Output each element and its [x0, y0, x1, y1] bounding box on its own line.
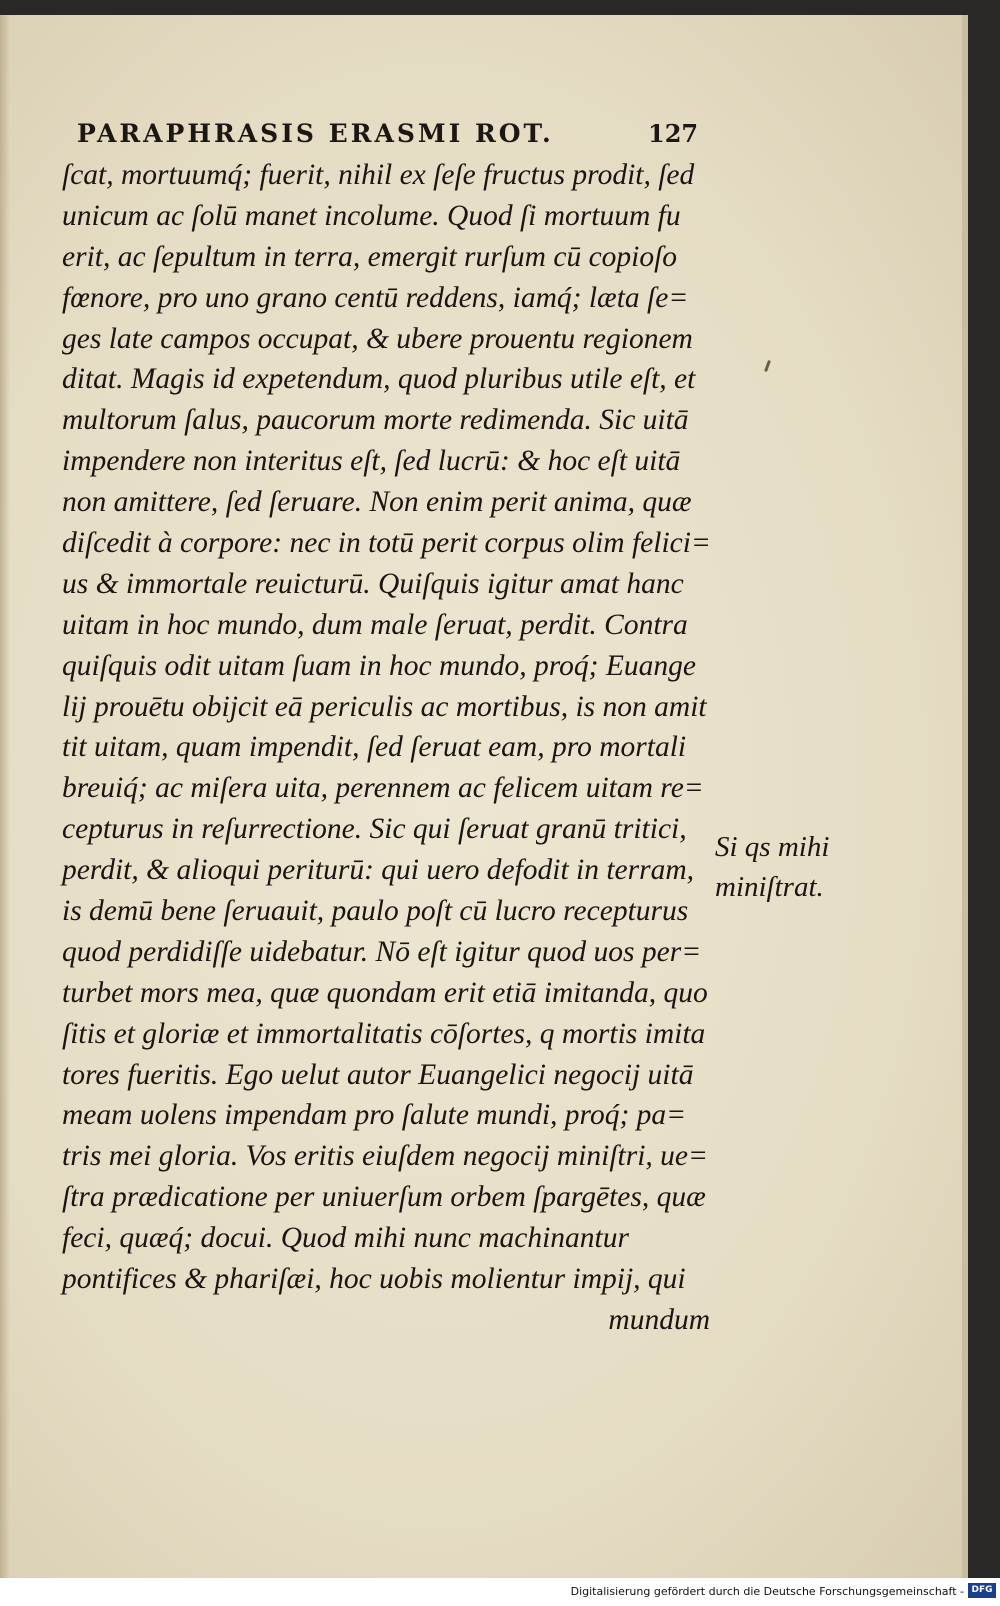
- funding-credit: Digitalisierung gefördert durch die Deutsche Forschungsgemeinschaft -: [570, 1585, 964, 1598]
- marginal-note-line: Si qs mihi: [715, 831, 830, 863]
- book-page: [0, 15, 968, 1578]
- text-line: uitam in hoc mundo, dum male ſeruat, perdit. Contra: [62, 608, 688, 641]
- footer-bar: [0, 1578, 1000, 1606]
- text-line: quiſquis odit uitam ſuam in hoc mundo, proq́; Euange: [62, 649, 696, 682]
- text-line: is demū bene ſeruauit, paulo poſt cū lucro recepturus: [62, 895, 689, 928]
- text-line: non amittere, ſed ſeruare. Non enim perit anima, quæ: [62, 486, 692, 519]
- text-line: ges late campos occupat, & ubere prouentu regionem: [62, 322, 693, 355]
- text-line: perdit, & alioqui periturū: qui uero defodit in terram,: [62, 854, 695, 887]
- text-line: fœnore, pro uno grano centū reddens, iamq́; læta ſe=: [62, 281, 689, 314]
- page-number: 127: [648, 119, 699, 148]
- text-line: unicum ac ſolū manet incolume. Quod ſi mortuum fu: [62, 199, 681, 232]
- catchword: mundum: [608, 1303, 710, 1336]
- text-line: quod perdidiſſe uidebatur. Nō eſt igitur quod uos per=: [62, 935, 702, 968]
- text-line: ſcat, mortuumq́; fuerit, nihil ex ſeſe fructus prodit, ſed: [62, 159, 695, 191]
- text-line: turbet mors mea, quæ quondam erit etiā imitanda, quo: [62, 976, 708, 1009]
- marginal-note: [715, 827, 829, 907]
- text-line: diſcedit à corpore: nec in totū perit corpus olim felici=: [62, 527, 711, 560]
- marginal-note-line: miniſtrat.: [715, 871, 824, 903]
- page-gutter-shadow: [0, 15, 10, 1578]
- text-line: ditat. Magis id expetendum, quod pluribus utile eſt, et: [62, 363, 696, 396]
- text-line: ſitis et gloriæ et immortalitatis cōſortes, q mortis imita: [62, 1017, 706, 1050]
- text-line: impendere non interitus eſt, ſed lucrū: & hoc eſt uitā: [62, 445, 681, 478]
- text-line: tores fueritis. Ego uelut autor Euangelici negocij uitā: [62, 1058, 694, 1091]
- text-line: pontifices & phariſæi, hoc uobis molientur impij, qui: [62, 1263, 686, 1296]
- text-line: breuiq́; ac miſera uita, perennem ac felicem uitam re=: [62, 772, 704, 805]
- text-line: erit, ac ſepultum in terra, emergit rurſum cū copioſo: [62, 240, 678, 273]
- text-line: multorum ſalus, paucorum morte redimenda. Sic uitā: [62, 404, 689, 437]
- text-line: lij prouētu obijcit eā periculis ac mortibus, is non amit: [62, 690, 707, 723]
- text-line: ſtra prædicatione per uniuerſum orbem ſpargētes, quæ: [62, 1181, 706, 1214]
- text-line: us & immortale reuicturū. Quiſquis igitur amat hanc: [62, 567, 684, 600]
- body-text: [62, 155, 722, 1341]
- dfg-logo: DFG: [968, 1583, 996, 1598]
- running-head: PARAPHRASIS ERASMI ROT.: [77, 119, 554, 148]
- text-line: feci, quæq́; docui. Quod mihi nunc machinantur: [62, 1222, 629, 1255]
- text-line: tit uitam, quam impendit, ſed ſeruat eam, pro mortali: [62, 731, 687, 764]
- text-line: tris mei gloria. Vos eritis eiuſdem negocij miniſtri, ue=: [62, 1140, 708, 1173]
- text-line: cepturus in reſurrectione. Sic qui ſeruat granū tritici,: [62, 813, 687, 846]
- text-line: meam uolens impendam pro ſalute mundi, proq́; pa=: [62, 1099, 687, 1132]
- ink-speck: [764, 360, 771, 372]
